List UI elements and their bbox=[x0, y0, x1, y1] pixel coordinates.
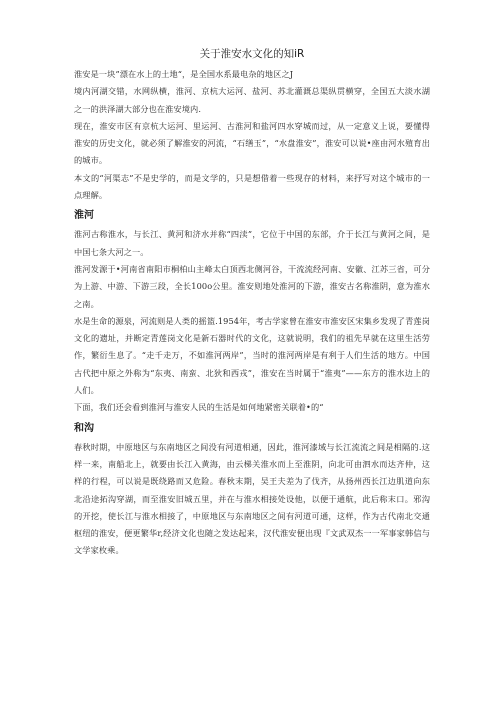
intro-paragraph-3: 现在，淮安市区有京杭大运河、里运河、古淮河和盐河四水穿城而过，从一定意义上说，要懂得淮安的历史文化，就必须了解淮安的河流，“石缮玉”，“水盘淮安”，淮安可以说•座由河水殖育出的城市。 bbox=[74, 120, 430, 166]
document-page bbox=[74, 46, 430, 560]
section-heading-hegou: 和沟 bbox=[74, 422, 94, 434]
hegou-paragraph-1: 春秋时期，中原地区与东南地区之间没有河道相通，因此，淮河漆域与长江流流之间是相隔的.这样一来，南船北上，就要由长江入黄海，由云梯关淮水而上至淮阴，向北可由泗水而达齐仲，这样的行程，可以说是既绕路而又危险。春秋末期，吴王夫差为了伐齐，从扬州西长江边肌道向东北沿途拓沟穿湖，而至淮安旧城五里，并在与淮水相接处设他，以便于通航，此后称末口。邪沟的开挖，使长江与淮水相接了，中原地区与东南地区之间有河道可通，这样，作为古代南北交通枢纽的淮安，便更繁华r,经济文化也随之发达起来，汉代淮安便出现『文武双杰一一军事家韩信与文学家枚乘。 bbox=[74, 441, 430, 556]
huaihe-paragraph-1: 淮河古称淮水，与长江、黄河和济水并称“四渎”，它位于中国的东部，介于长江与黄河之间，是中国七条大河之一。 bbox=[74, 229, 430, 257]
document-title: 关于淮安水文化的知iR bbox=[199, 48, 305, 60]
section-heading-huaihe: 淮河 bbox=[74, 210, 94, 222]
intro-paragraph-1: 淮安是一块”漂在水上的土地“，是全国水系最电杂的地区之J bbox=[74, 69, 294, 79]
intro-paragraph-2: 境内河湖交错，水网纵横，淮河、京杭大运河、盐河、苏北灌溉总渠纵贯横穿，全国五大淡水湖之一的洪泽湖大部分也在淮安境内. bbox=[74, 86, 430, 114]
huaihe-paragraph-2: 淮河发源于•河南省南阳市桐柏山主峰太白顶西北侧河谷，干流流经河南、安徽、江苏三省，可分为上游、中游、下游三段，全长100o公里。淮安则地处淮河的下游，淮安古名称淮阴，意为淮水之南。 bbox=[74, 263, 430, 309]
huaihe-paragraph-3: 水是生命的源泉，河流则是人类的摇篮.1954年，考古学家曾在淮安市淮安区宋集乡发现了青莲岗文化的遗址，并断定青莲岗文化是新石器时代的文化，这就说明，我们的祖先早就在这里生活劳作，繁衍生息了。“走千走万，不如淮河两岸”，当时的淮河两岸是有利于人们生活的地方。中国古代把中原之外称为“东夷、南蛮、北狄和西戎”，淮安在当时属于“淮夷”——东方的淮水边上的人们。 bbox=[74, 315, 430, 396]
intro-paragraph-4: 本文的“河渠志”不是史学的，而是文学的，只是想借着一些现存的材料，来抒写对这个城市的一点理解。 bbox=[74, 172, 430, 201]
huaihe-paragraph-4: 下面，我们还会看到淮河与淮安人民的生活是如何地紧密关联着•的“ bbox=[74, 402, 324, 413]
